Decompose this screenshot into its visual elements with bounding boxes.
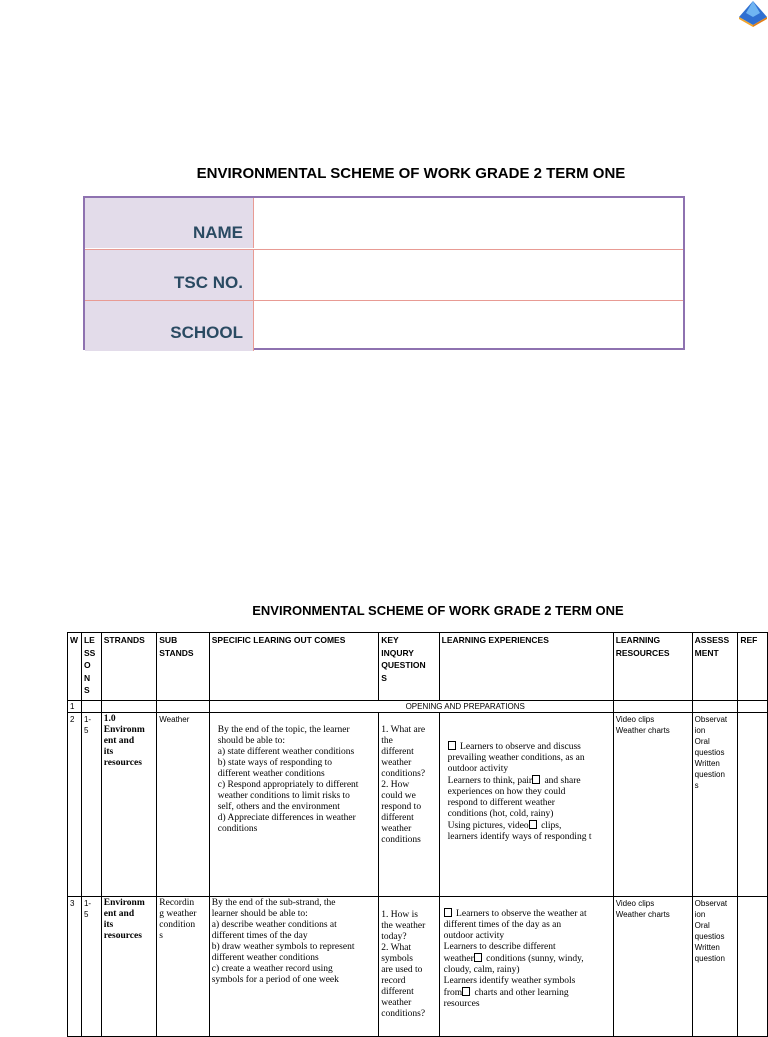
resources-cell: Video clips Weather charts — [613, 713, 692, 897]
table-row — [68, 713, 768, 897]
header-row — [68, 633, 768, 701]
assessment-cell: Observat ion Oral questios Written question — [692, 897, 738, 1037]
assessment-cell: Observat ion Oral questios Written question s — [692, 713, 738, 897]
sub-strand-cell: Recordin g weather condition s — [157, 897, 209, 1037]
week-cell: 2 — [68, 713, 82, 897]
slo-cell: By the end of the topic, the learner should be able to: a) state different weather conditions b) state ways of responding to different weather conditions c) Respond appropriately to different weather conditions to limit risks to self, others and the environment d) Appreciate differences in weather conditions — [209, 713, 379, 897]
experiences-cell: Learners to observe the weather at different times of the day as an outdoor activity Learners to describe different weather conditions (sunny, windy, cloudy, calm, rainy) Learners identify weather symbols from charts and other learning resources — [439, 897, 613, 1037]
reflection-cell — [738, 713, 768, 897]
opening-week: 1 — [68, 701, 82, 713]
table-row — [68, 897, 768, 1037]
strand-cell: 1.0 Environm ent and its resources — [101, 713, 157, 897]
opening-row — [68, 701, 768, 713]
name-row — [85, 198, 683, 248]
header-experiences: LEARNING EXPERIENCES — [439, 633, 613, 701]
scheme-of-work-table — [67, 632, 768, 1037]
header-reflection: REF — [738, 633, 768, 701]
header-slo: SPECIFIC LEARING OUT COMES — [209, 633, 379, 701]
name-field[interactable] — [253, 198, 683, 248]
slo-cell: By the end of the sub-strand, the learner should be able to: a) describe weather conditions at different times of the day b) draw weather symbols to represent different weather conditions c) create a weather record using symbols for a period of one week — [209, 897, 379, 1037]
header-resources: LEARNING RESOURCES — [613, 633, 692, 701]
kiq-cell: 1. What are the different weather conditions? 2. How could we respond to different weather conditions — [379, 713, 439, 897]
header-sub-strands: SUB STANDS — [157, 633, 209, 701]
document-title: ENVIRONMENTAL SCHEME OF WORK GRADE 2 TERM ONE — [196, 165, 626, 182]
name-label: NAME — [85, 198, 253, 248]
header-lessons: LE SS O N S — [81, 633, 101, 701]
header-strands: STRANDS — [101, 633, 157, 701]
header-week: W — [68, 633, 82, 701]
experiences-cell: Learners to observe and discuss prevailing weather conditions, as an outdoor activity Learners to think, pair and share experiences on how they could respond to different weather conditions (hot, cold, rainy) Using pictures, video clips, learners identify ways of responding t — [439, 713, 613, 897]
header-kiq: KEY INQURY QUESTION S — [379, 633, 439, 701]
teacher-details-box — [83, 196, 685, 350]
school-label: SCHOOL — [85, 301, 253, 351]
kiq-cell: 1. How is the weather today? 2. What symbols are used to record different weather conditions? — [379, 897, 439, 1037]
reflection-cell — [738, 897, 768, 1037]
lessons-cell: 1- 5 — [81, 897, 101, 1037]
tsc-label: TSC NO. — [85, 250, 253, 300]
resources-cell: Video clips Weather charts — [613, 897, 692, 1037]
strand-cell: Environm ent and its resources — [101, 897, 157, 1037]
school-field[interactable] — [253, 301, 683, 351]
sub-strand-cell: Weather — [157, 713, 209, 897]
table-title: ENVIRONMENTAL SCHEME OF WORK GRADE 2 TERM ONE — [252, 603, 624, 618]
lessons-cell: 1- 5 — [81, 713, 101, 897]
school-row — [85, 300, 683, 351]
tsc-field[interactable] — [253, 250, 683, 300]
header-assessment: ASSESS MENT — [692, 633, 738, 701]
tsc-row — [85, 249, 683, 300]
opening-text: OPENING AND PREPARATIONS — [209, 701, 613, 713]
week-cell: 3 — [68, 897, 82, 1037]
blue-diamond-logo-icon — [738, 0, 768, 28]
